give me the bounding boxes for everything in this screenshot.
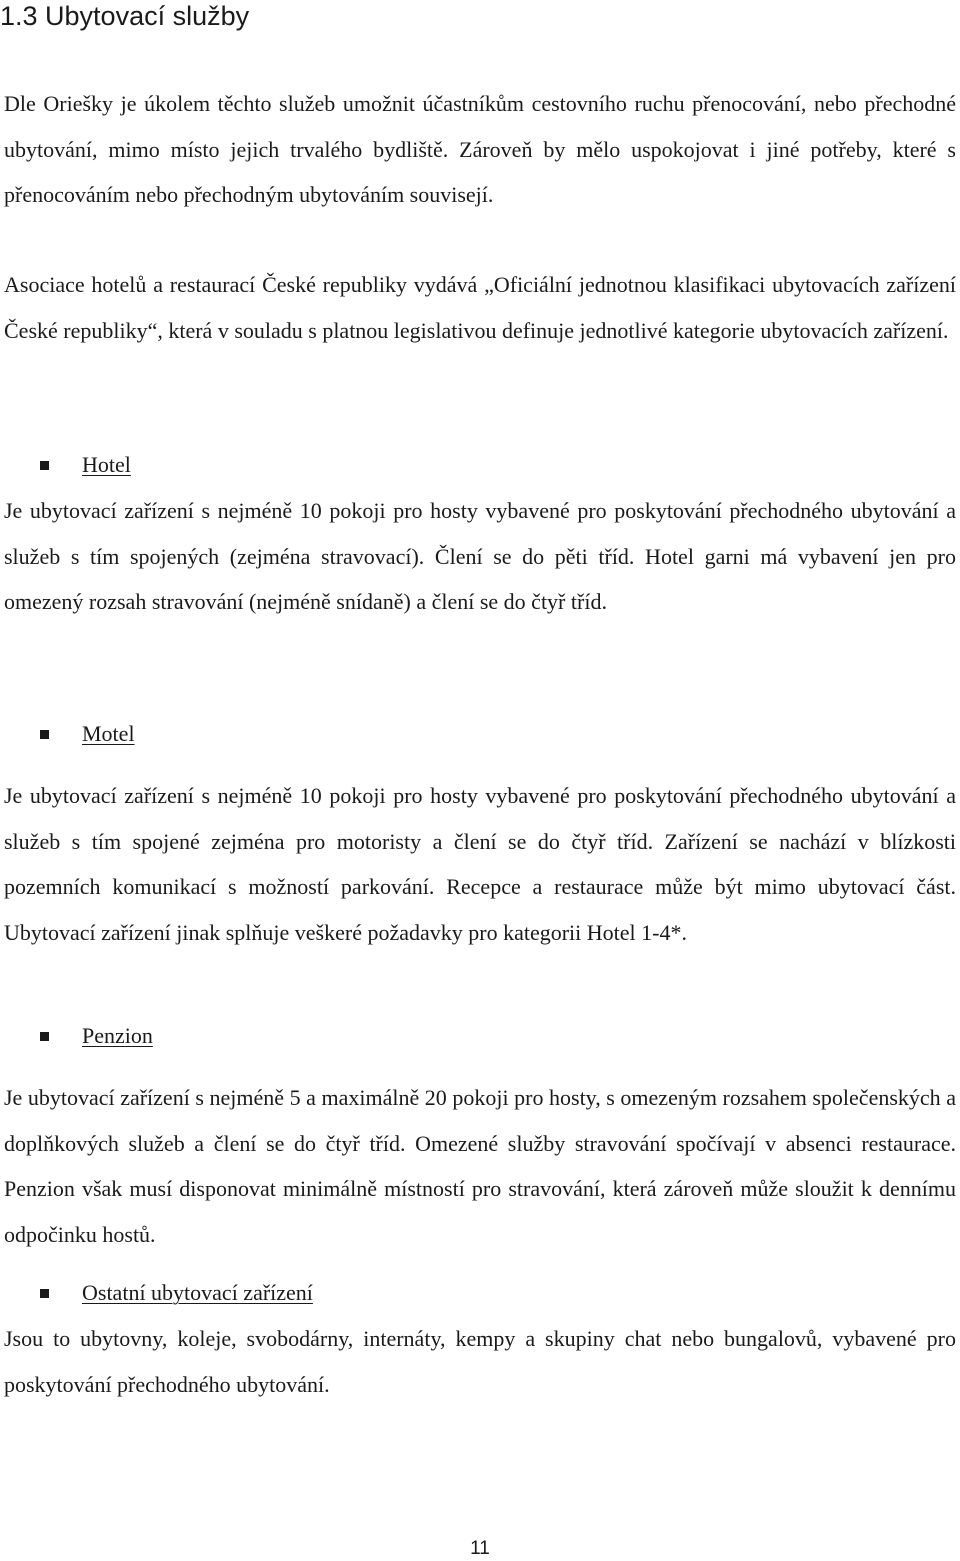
square-bullet-icon — [40, 730, 49, 739]
bullet-label: Ostatní ubytovací zařízení — [82, 1280, 313, 1305]
bullet-label: Hotel — [82, 452, 131, 477]
bullet-heading-penzion — [40, 1023, 153, 1049]
intro-paragraph: Asociace hotelů a restaurací České republiky vydává „Oficiální jednotnou klasifikaci ubytovacích zařízení České republiky“, která v souladu s platnou legislativou definuje jednotlivé kategorie ubytovacích zařízení. — [4, 272, 956, 343]
ostatni-paragraph: Jsou to ubytovny, koleje, svobodárny, internáty, kempy a skupiny chat nebo bungalovů, vybavené pro poskytování přechodného ubytování. — [4, 1326, 956, 1397]
square-bullet-icon — [40, 1032, 49, 1041]
hotel-paragraph: Je ubytovací zařízení s nejméně 10 pokoji pro hosty vybavené pro poskytování přechodného ubytování a služeb s tím spojených (zejména stravovací). Člení se do pěti tříd. Hotel garni má vybavení jen pro omezený rozsah stravování (nejméně snídaně) a člení se do čtyř tříd. — [4, 498, 956, 614]
bullet-label: Motel — [82, 721, 135, 746]
square-bullet-icon — [40, 461, 49, 470]
bullet-heading-hotel — [40, 452, 131, 478]
motel-paragraph: Je ubytovací zařízení s nejméně 10 pokoji pro hosty vybavené pro poskytování přechodného ubytování a služeb s tím spojené zejména pro motoristy a člení se do čtyř tříd. Zařízení se nachází v blízkosti pozemních komunikací s možností parkování. Recepce a restaurace může být mimo ubytovací část. Ubytovací zařízení jinak splňuje veškeré požadavky pro kategorii Hotel 1-4*. — [4, 783, 956, 945]
bullet-heading-motel — [40, 721, 135, 747]
bullet-label: Penzion — [82, 1023, 153, 1048]
page-number: 11 — [470, 1538, 490, 1559]
section-heading: 1.3 Ubytovací služby — [0, 1, 250, 31]
intro-paragraph: Dle Oriešky je úkolem těchto služeb umožnit účastníkům cestovního ruchu přenocování, nebo přechodné ubytování, mimo místo jejich trvalého bydliště. Zároveň by mělo uspokojovat i jiné potřeby, které s přenocováním nebo přechodným ubytováním souvisejí. — [4, 91, 956, 207]
square-bullet-icon — [40, 1289, 49, 1298]
penzion-paragraph: Je ubytovací zařízení s nejméně 5 a maximálně 20 pokoji pro hosty, s omezeným rozsahem společenských a doplňkových služeb a člení se do čtyř tříd. Omezené služby stravování spočívají v absenci restaurace. Penzion však musí disponovat minimálně místností pro stravování, která zároveň může sloužit k dennímu odpočinku hostů. — [4, 1085, 956, 1247]
bullet-heading-ostatni — [40, 1280, 313, 1306]
